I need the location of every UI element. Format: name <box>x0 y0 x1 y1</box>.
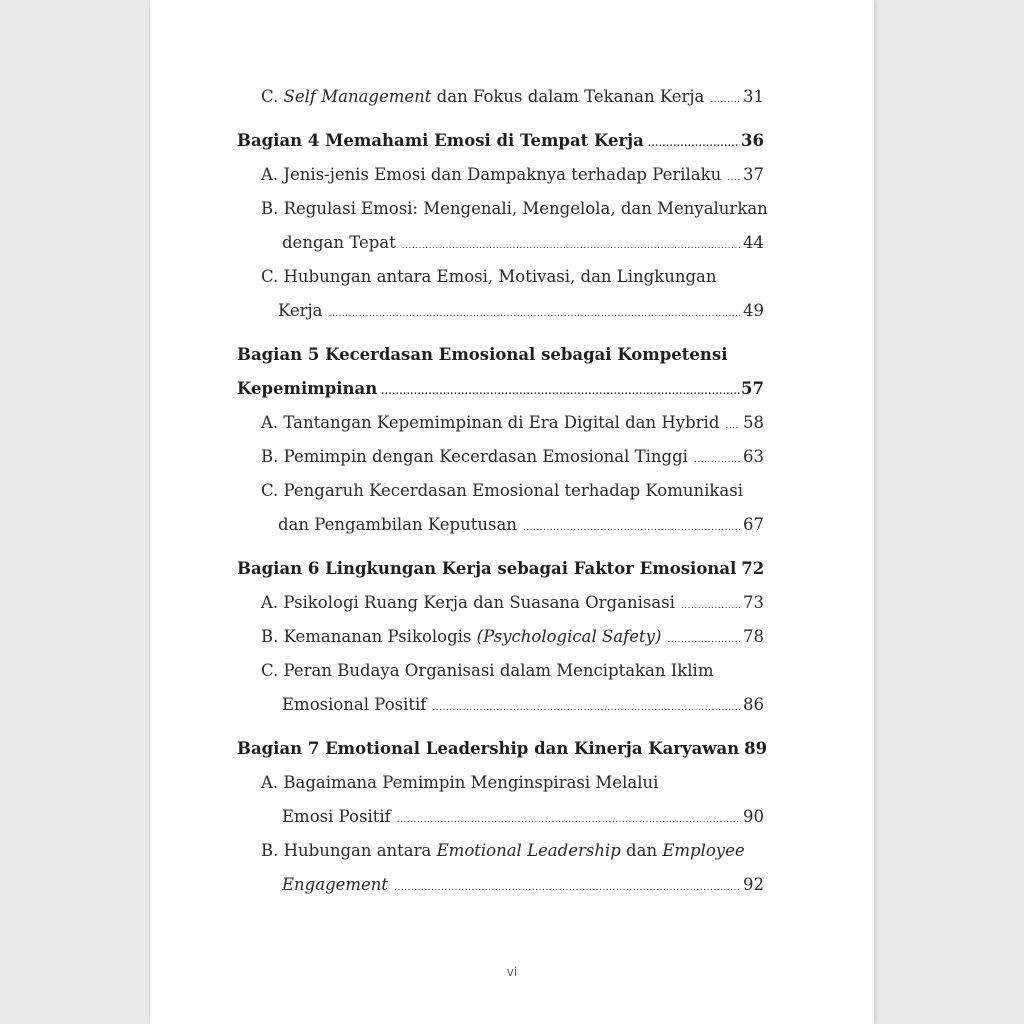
toc-entry-text: Emosi Positif <box>282 807 391 826</box>
chapter-title: Kepemimpinan <box>237 379 378 398</box>
toc-entry-text: dengan Tepat <box>282 233 396 252</box>
leader-dots <box>523 511 740 545</box>
chapter-title: Bagian 6 Lingkungan Kerja sebagai Faktor Emosional <box>237 559 737 578</box>
leader-dots <box>648 127 740 161</box>
toc-entry-text: C. Self Management dan Fokus dalam Tekanan Kerja <box>261 87 705 106</box>
toc-entry-text: B. Regulasi Emosi: Mengenali, Mengelola, dan Menyalurkan <box>261 199 768 218</box>
page-number: 90 <box>743 807 764 826</box>
toc-entry <box>237 158 764 192</box>
page-number: 78 <box>743 627 764 646</box>
toc-entry-text: B. Hubungan antara Emotional Leadership dan Employee <box>261 841 745 860</box>
toc-entry-text: dan Pengambilan Keputusan <box>278 515 517 534</box>
toc-entry-text: A. Jenis-jenis Emosi dan Dampaknya terhadap Perilaku <box>261 165 722 184</box>
toc-entry-text: Kerja <box>278 301 323 320</box>
toc-entry-text: B. Kemananan Psikologis (Psychological Safety) <box>261 627 662 646</box>
leader-dots <box>727 161 740 195</box>
toc-entry <box>237 80 764 114</box>
page-number: 58 <box>743 413 764 432</box>
toc-entry <box>237 688 764 722</box>
toc-entry-text: Emosional Positif <box>282 695 427 714</box>
page-number: 67 <box>743 515 764 534</box>
toc-entry-text: A. Psikologi Ruang Kerja dan Suasana Organisasi <box>261 593 675 612</box>
leader-dots <box>394 871 740 905</box>
toc-entry-text: C. Hubungan antara Emosi, Motivasi, dan Lingkungan <box>261 267 717 286</box>
toc-chapter <box>237 372 764 406</box>
toc-entry-text: C. Pengaruh Kecerdasan Emosional terhadap Komunikasi <box>261 481 743 500</box>
toc-entry <box>237 586 764 620</box>
page-number: 63 <box>743 447 764 466</box>
page-number: 92 <box>743 875 764 894</box>
toc-chapter <box>237 552 764 586</box>
leader-dots <box>667 623 740 657</box>
toc-entry <box>237 620 764 654</box>
toc-entry-text: Engagement <box>282 875 389 894</box>
toc-entry <box>237 226 764 260</box>
table-of-contents <box>237 80 768 902</box>
leader-dots <box>432 691 740 725</box>
toc-entry <box>237 868 764 902</box>
page-number: 44 <box>743 233 764 252</box>
leader-dots <box>381 375 740 409</box>
page-number: 89 <box>744 739 768 758</box>
page-number: 31 <box>743 87 764 106</box>
toc-entry <box>237 508 764 542</box>
page-number: 49 <box>743 301 764 320</box>
toc-entry-text: A. Tantangan Kepemimpinan di Era Digital dan Hybrid <box>261 413 720 432</box>
chapter-title: Bagian 4 Memahami Emosi di Tempat Kerja <box>237 131 644 150</box>
page-number: 86 <box>743 695 764 714</box>
leader-dots <box>694 443 740 477</box>
toc-entry-text: A. Bagaimana Pemimpin Menginspirasi Melalui <box>261 773 659 792</box>
chapter-title: Bagian 7 Emotional Leadership dan Kinerja Karyawan <box>237 739 740 758</box>
page-number: 37 <box>743 165 764 184</box>
toc-entry <box>237 440 764 474</box>
page-number: 72 <box>741 559 765 578</box>
leader-dots <box>681 589 740 623</box>
leader-dots <box>710 83 740 117</box>
toc-entry-text: C. Peran Budaya Organisasi dalam Menciptakan Iklim <box>261 661 714 680</box>
leader-dots <box>329 297 741 331</box>
toc-chapter <box>237 124 764 158</box>
page-number: 36 <box>741 131 764 150</box>
toc-entry <box>237 800 764 834</box>
book-page <box>150 0 874 1024</box>
chapter-title: Bagian 5 Kecerdasan Emosional sebagai Kompetensi <box>237 345 728 364</box>
toc-entry-text: B. Pemimpin dengan Kecerdasan Emosional Tinggi <box>261 447 688 466</box>
leader-dots <box>397 803 740 837</box>
page-folio: vi <box>506 965 518 979</box>
toc-entry <box>237 294 764 328</box>
leader-dots <box>402 229 740 263</box>
page-number: 57 <box>741 379 764 398</box>
page-number: 73 <box>743 593 764 612</box>
toc-entry <box>237 406 764 440</box>
leader-dots <box>725 409 740 443</box>
toc-chapter <box>237 732 768 766</box>
